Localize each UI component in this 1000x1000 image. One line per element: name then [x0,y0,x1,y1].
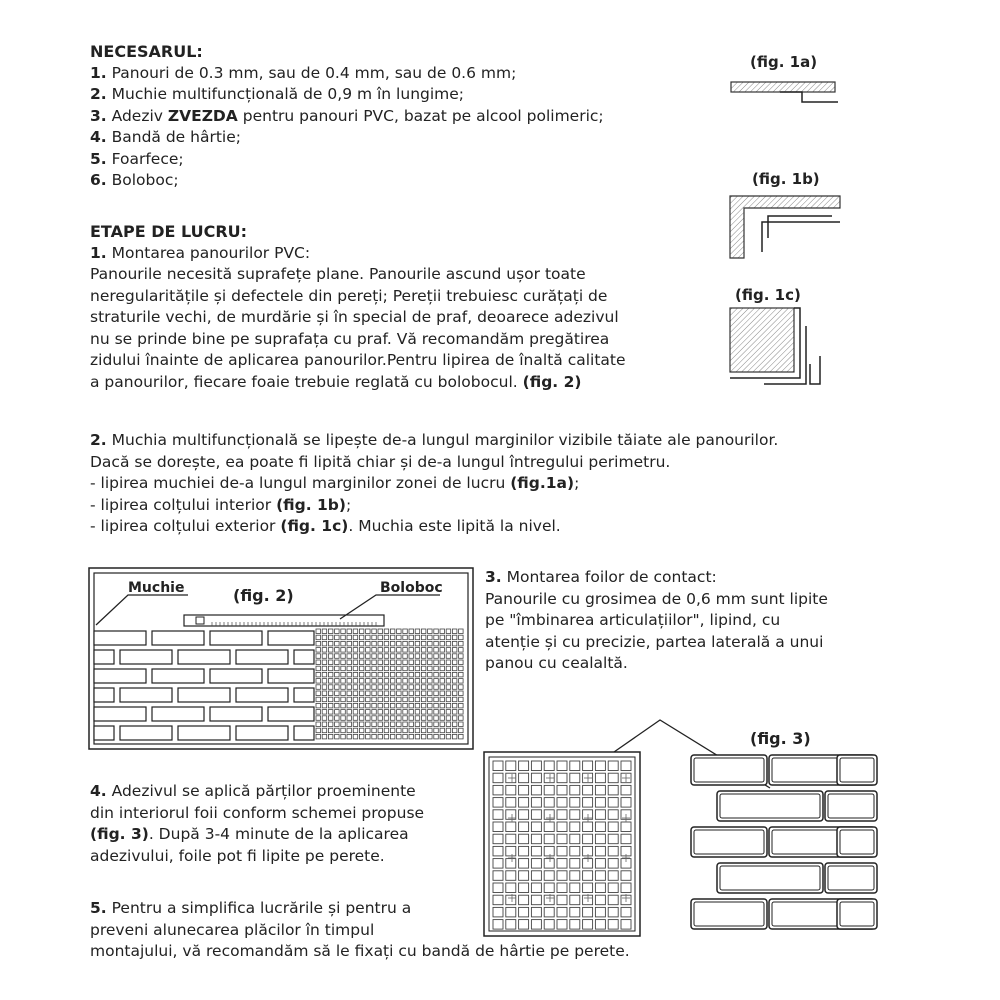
step2-line: 2. Muchia multifuncțională se lipește de-a lungul marginilor vizibile tăiate ale panourilor. [90,431,779,449]
fig1b-diagram [728,194,848,264]
fig1a-label: (fig. 1a) [750,53,818,71]
step2-section [90,430,778,538]
step4-section [90,781,424,867]
step1-line: Panourile necesită suprafețe plane. Panourile ascund ușor toate [90,265,586,283]
step5-line: preveni alunecarea plăcilor în timpul [90,920,375,939]
step1-line: nu se prinde bine pe suprafața cu praf. Vă recomandăm pregătirea [90,329,610,348]
step1-line: zidului înainte de aplicarea panourilor.Pentru lipirea de înaltă calitate [90,351,626,369]
step1-line: neregularitățile și defectele din pereți; Pereții trebuiesc curățați de [90,286,608,305]
step3-line: Panourile cu grosimea de 0,6 mm sunt lipite [485,589,828,608]
step1-line: a panourilor, fiecare foaie trebuie reglată cu bolobocul. (fig. 2) [90,372,582,391]
fig3-label: (fig. 3) [750,729,811,748]
list-item: 4. Bandă de hârtie; [90,128,241,146]
step3-line: atenție și cu precizie, partea laterală a unui [485,632,824,651]
fig2-label: (fig. 2) [233,586,294,605]
step3-section [485,567,828,675]
step1-line: straturile vechi, de murdărie și în special de praf, deoarece adezivul [90,308,619,326]
step4-line: adezivului, foile pot fi lipite pe perete. [90,846,385,865]
step2-bullet: - lipirea colțului interior (fig. 1b); [90,495,352,514]
necesarul-heading: NECESARUL: [90,42,203,61]
step3-line: pe "îmbinarea articulațiilor", lipind, cu [485,611,781,629]
etape-section [90,221,626,393]
fig1c-diagram [728,306,828,386]
fig3-diagram [484,718,874,936]
fig3-brick-panel [691,755,877,929]
step4-line: (fig. 3). După 3-4 minute de la aplicarea [90,825,409,843]
step2-bullet: - lipirea colțului exterior (fig. 1c). Muchia este lipită la nivel. [90,517,561,535]
list-item: 3. Adeziv ZVEZDA pentru panouri PVC, bazat pe alcool polimeric; [90,106,604,125]
etape-heading: ETAPE DE LUCRU: [90,222,248,241]
fig1b-label: (fig. 1b) [752,170,820,188]
fig2-boloboc-label: Boloboc [380,580,443,596]
step3-title: 3. Montarea foilor de contact: [485,568,717,586]
list-item: 5. Foarfece; [90,149,184,168]
step5-line: 5. Pentru a simplifica lucrările și pentru a [90,899,412,917]
fig1c-label: (fig. 1c) [735,286,801,304]
step3-line: panou cu cealaltă. [485,654,628,672]
step4-line: 4. Adezivul se aplică părților proeminente [90,782,416,800]
list-item: 1. Panouri de 0.3 mm, sau de 0.4 mm, sau de 0.6 mm; [90,63,517,82]
step4-line: din interiorul foii conform schemei propuse [90,803,425,822]
fig1a-diagram [730,78,840,108]
list-item: 2. Muchie multifuncțională de 0,9 m în lungime; [90,85,465,103]
fig2-muchie-label: Muchie [128,580,185,596]
step5-line: montajului, vă recomandăm să le fixați cu bandă de hârtie pe perete. [90,942,630,960]
step2-bullet: - lipirea muchiei de-a lungul marginilor zonei de lucru (fig.1a); [90,474,580,492]
step1-title: 1. Montarea panourilor PVC: [90,243,311,262]
step2-line: Dacă se dorește, ea poate fi lipită chiar și de-a lungul întregului perimetru. [90,452,671,471]
list-item: 6. Boloboc; [90,171,179,189]
necesarul-section [90,41,604,192]
